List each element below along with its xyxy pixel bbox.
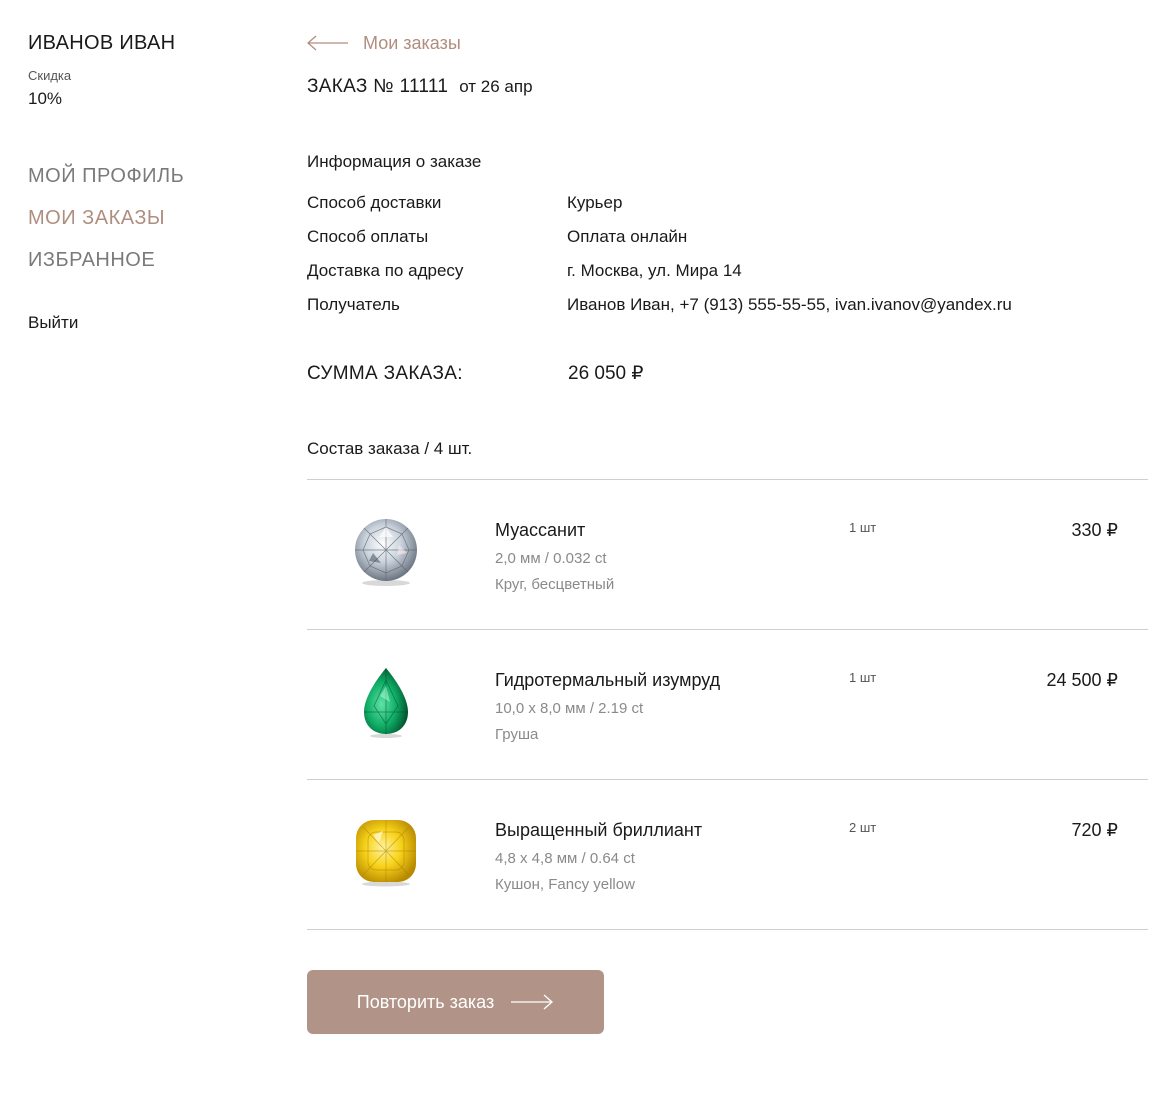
discount-label: Скидка (28, 68, 72, 83)
info-key: Получатель (307, 295, 400, 314)
nav-item-orders[interactable]: МОИ ЗАКАЗЫ (28, 207, 166, 229)
nav-item-favorites[interactable]: ИЗБРАННОЕ (28, 249, 156, 271)
item-quantity: 1 шт (849, 520, 877, 535)
item-size: 2,0 мм / 0.032 ct (495, 550, 607, 567)
list-item (307, 630, 1148, 780)
user-name: ИВАНОВ ИВАН (28, 32, 176, 54)
order-items-list (307, 479, 1148, 930)
account-nav (28, 161, 268, 287)
item-shape: Груша (495, 726, 539, 743)
order-details (307, 30, 1148, 1034)
back-to-orders-link[interactable] (307, 30, 461, 56)
info-value: Курьер (567, 193, 623, 212)
order-info-table (307, 192, 1148, 328)
info-key: Способ доставки (307, 193, 442, 212)
item-size: 4,8 x 4,8 мм / 0.64 ct (495, 850, 635, 867)
order-date: от 26 апр (459, 77, 533, 96)
list-item (307, 780, 1148, 930)
total-value: 26 050 ₽ (568, 363, 644, 384)
info-value: г. Москва, ул. Мира 14 (567, 261, 742, 280)
item-quantity: 2 шт (849, 820, 877, 835)
info-row-payment (307, 226, 1148, 260)
item-name[interactable]: Муассанит (495, 520, 586, 540)
item-price: 720 ₽ (1071, 820, 1118, 840)
order-title (307, 76, 1148, 98)
repeat-order-button[interactable] (307, 970, 604, 1034)
info-key: Способ оплаты (307, 227, 429, 246)
round-diamond-icon (351, 516, 421, 588)
order-total (307, 362, 1148, 385)
arrow-left-icon (307, 35, 349, 51)
cushion-yellow-diamond-icon (351, 816, 421, 888)
info-row-address (307, 260, 1148, 294)
sidebar (28, 32, 268, 333)
repeat-order-label: Повторить заказ (356, 991, 495, 1012)
composition-heading: Состав заказа / 4 шт. (307, 439, 473, 458)
info-value: Оплата онлайн (567, 227, 688, 246)
pear-emerald-icon (351, 666, 421, 738)
info-value: Иванов Иван, +7 (913) 555-55-55, ivan.ivanov@yandex.ru (567, 295, 1012, 314)
item-shape: Круг, бесцветный (495, 576, 615, 593)
item-shape: Кушон, Fancy yellow (495, 876, 635, 893)
list-item (307, 480, 1148, 630)
order-info-heading: Информация о заказе (307, 152, 482, 171)
logout-link[interactable]: Выйти (28, 313, 79, 332)
nav-item-profile[interactable]: МОЙ ПРОФИЛЬ (28, 165, 185, 187)
back-label: Мои заказы (363, 32, 461, 53)
total-label: СУММА ЗАКАЗА: (307, 363, 463, 384)
item-name[interactable]: Гидротермальный изумруд (495, 670, 721, 690)
discount-value: 10% (28, 89, 63, 108)
info-row-delivery (307, 192, 1148, 226)
item-price: 330 ₽ (1071, 520, 1118, 540)
order-number: ЗАКАЗ № 11111 (307, 76, 449, 97)
arrow-right-icon (494, 994, 554, 1010)
item-size: 10,0 x 8,0 мм / 2.19 ct (495, 700, 644, 717)
info-row-recipient (307, 294, 1148, 328)
item-quantity: 1 шт (849, 670, 877, 685)
item-name[interactable]: Выращенный бриллиант (495, 820, 703, 840)
info-key: Доставка по адресу (307, 261, 464, 280)
item-price: 24 500 ₽ (1046, 670, 1118, 690)
